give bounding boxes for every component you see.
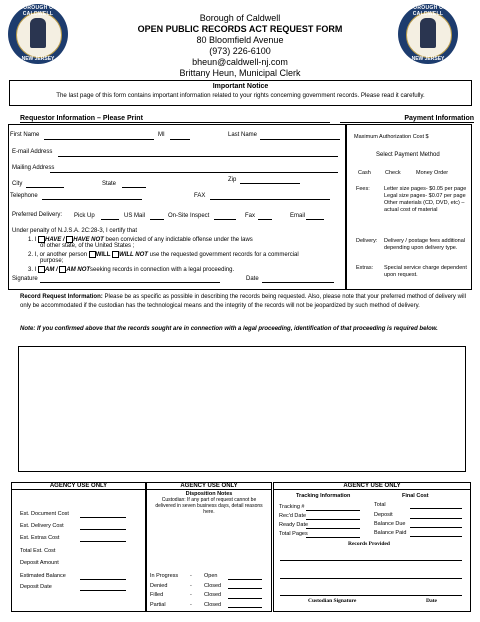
final-cost-title: Final Cost — [402, 493, 429, 499]
phone: (973) 226-6100 — [209, 46, 271, 56]
agency-title-3: AGENCY USE ONLY — [274, 483, 470, 490]
ready-date-label: Ready Date — [279, 522, 309, 528]
method-money-order[interactable]: Money Order — [416, 170, 449, 176]
agency-title-1: AGENCY USE ONLY — [12, 483, 145, 490]
records-provided-label: Records Provided — [348, 541, 390, 547]
status-list-left — [150, 572, 178, 610]
will-not-checkbox[interactable] — [112, 251, 119, 258]
fees-list: Letter size pages- $0.05 per page Legal size pages- $0.07 per page Other materials (CD, DVD, etc) – actual cost of material — [384, 186, 467, 213]
extras-label: Extras: — [356, 265, 374, 271]
custodian-date-label: Date — [426, 598, 437, 604]
city-field[interactable] — [26, 187, 64, 188]
extras-text: Special service charge dependent upon request. — [384, 265, 467, 278]
record-request-info: Record Request Information: Please be as specific as possible in describing the records being requested. Also, please note that your preferred method of delivery will only be accommodated if the custodian has the technological means and the integrity of the records will not be jeopardized by such method of delivery. — [20, 294, 466, 309]
balance-due-label: Balance Due — [374, 521, 406, 527]
will-checkbox[interactable] — [89, 251, 96, 258]
zip-label: Zip — [228, 177, 237, 183]
status-in-progress[interactable]: In Progress — [150, 573, 179, 579]
certification-1: 1. I HAVE / HAVE NOT been convicted of any indictable offense under the laws — [28, 237, 253, 244]
fees-label: Fees: — [356, 186, 370, 192]
seal-bottom-text: NEW JERSEY — [21, 56, 55, 62]
telephone-field[interactable] — [42, 199, 142, 200]
total-pages-field[interactable] — [306, 537, 360, 538]
final-deposit-label: Deposit — [374, 512, 393, 518]
records-provided-field[interactable] — [280, 560, 462, 561]
record-request-textarea[interactable] — [18, 346, 466, 472]
delivery-fee-label: Delivery: — [356, 238, 378, 244]
total-est-cost-label: Total Est. Cost — [20, 548, 56, 554]
first-name-field[interactable] — [44, 139, 154, 140]
have-checkbox[interactable] — [38, 236, 45, 243]
requestor-heading: Requestor Information – Please Print — [20, 115, 330, 123]
penalty-text: Under penalty of N.J.S.A. 2C:28-3, I certify that — [12, 228, 138, 234]
preferred-delivery-label: Preferred Delivery: — [12, 212, 63, 218]
email-label: E-mail Address — [12, 149, 53, 155]
est-document-cost-label: Est. Document Cost — [20, 511, 69, 517]
method-cash[interactable]: Cash — [358, 170, 371, 176]
ready-date-field[interactable] — [306, 528, 360, 529]
mi-field[interactable] — [170, 139, 190, 140]
status-list-right — [204, 572, 221, 610]
payment-heading: Payment Information — [340, 115, 474, 123]
delivery-option-fax[interactable]: Fax — [245, 213, 256, 219]
tracking-title: Tracking Information — [296, 493, 351, 499]
total-pages-label: Total Pages — [279, 531, 308, 537]
recd-date-label: Rec'd Date — [279, 513, 307, 519]
delivery-option-usmail[interactable]: US Mail — [124, 213, 146, 219]
zip-field[interactable] — [240, 183, 300, 184]
email-field[interactable] — [58, 156, 338, 157]
estimated-balance-field[interactable] — [80, 579, 126, 580]
balance-paid-label: Balance Paid — [374, 530, 407, 536]
address: 80 Bloomfield Avenue — [196, 35, 284, 45]
borough-seal-right: BOROUGH OF CALDWELL NEW JERSEY — [398, 4, 458, 64]
last-name-label: Last Name — [228, 132, 258, 138]
final-total-field[interactable] — [410, 508, 462, 509]
agency-title-2: AGENCY USE ONLY — [147, 483, 271, 490]
email: bheun@caldwell-nj.com — [192, 57, 288, 67]
status-open[interactable]: Open — [204, 573, 218, 579]
deposit-amount-label: Deposit Amount — [20, 560, 59, 566]
mailing-field[interactable] — [50, 172, 338, 173]
est-extras-cost-label: Est. Extras Cost — [20, 535, 60, 541]
balance-due-field[interactable] — [410, 527, 462, 528]
tracking-number-field[interactable] — [306, 510, 360, 511]
signature-label: Signature — [12, 276, 38, 282]
state-field[interactable] — [122, 187, 146, 188]
notice-box — [9, 80, 472, 106]
recd-date-field[interactable] — [306, 519, 360, 520]
final-total-label: Total — [374, 502, 386, 508]
clerk: Brittany Heun, Municipal Clerk — [179, 68, 301, 78]
select-method-label: Select Payment Method — [376, 152, 440, 158]
form-title: OPEN PUBLIC RECORDS ACT REQUEST FORM — [137, 24, 343, 34]
status-partial[interactable]: Partial — [150, 601, 166, 608]
mi-label: MI — [158, 132, 165, 138]
notice-title: Important Notice — [212, 83, 269, 90]
borough-name: Borough of Caldwell — [199, 13, 281, 23]
certification-2: 2. I, or another person WILL WILL NOT use the requested government records for a commercial — [28, 252, 299, 259]
est-extras-cost-field[interactable] — [80, 541, 126, 542]
signature-field[interactable] — [40, 282, 220, 283]
certification-3: 3. I AM / AM NOTseeking records in connection with a legal proceeding. — [28, 267, 235, 274]
delivery-option-pickup[interactable]: Pick Up — [74, 213, 95, 219]
delivery-option-email[interactable]: Email — [290, 213, 306, 219]
est-delivery-cost-label: Est. Delivery Cost — [20, 523, 64, 529]
date-field[interactable] — [262, 282, 334, 283]
seal-top-text: BOROUGH OF CALDWELL — [19, 5, 57, 17]
est-delivery-cost-field[interactable] — [80, 529, 126, 530]
status-denied[interactable]: Denied — [150, 582, 168, 589]
delivery-option-onsite[interactable]: On-Site Inspect — [168, 213, 210, 219]
est-document-cost-field[interactable] — [80, 517, 126, 518]
last-name-field[interactable] — [260, 139, 340, 140]
method-check[interactable]: Check — [385, 170, 401, 176]
record-request-note: Note: If you confirmed above that the records sought are in connection with a legal proceeding, identification of that proceeding is required below. — [20, 326, 438, 332]
deposit-date-field[interactable] — [80, 590, 126, 591]
disposition-text: Custodian: If any part of request cannot be delivered in seven business days, detail reasons here. — [155, 497, 263, 515]
status-closed[interactable]: Closed — [204, 592, 222, 598]
fax-label: FAX — [194, 193, 206, 199]
delivery-fee-text: Delivery / postage fees additional depending upon delivery type. — [384, 238, 466, 251]
mailing-label: Mailing Address — [12, 165, 55, 171]
date-label: Date — [246, 276, 259, 282]
custodian-signature-label: Custodian Signature — [308, 598, 357, 604]
deposit-date-label: Deposit Date — [20, 584, 52, 590]
borough-seal-left — [8, 4, 68, 64]
city-label: City — [12, 181, 23, 187]
agency-box-tracking — [273, 482, 471, 612]
tracking-number-label: Tracking # — [279, 504, 305, 510]
first-name-label: First Name — [10, 132, 40, 138]
custodian-signature-field[interactable] — [280, 595, 462, 596]
final-deposit-field[interactable] — [410, 518, 462, 519]
disposition-title: Disposition Notes — [185, 491, 233, 497]
max-cost-label: Maximum Authorization Cost $ — [354, 134, 429, 140]
status-closed[interactable]: Closed — [204, 582, 222, 589]
status-closed[interactable]: Closed — [204, 601, 222, 608]
status-filled[interactable]: Filled — [150, 592, 164, 598]
fax-field[interactable] — [210, 199, 330, 200]
notice-text: The last page of this form contains important information related to your rights concerning government records. Please read it carefully. — [56, 92, 425, 99]
telephone-label: Telephone — [10, 193, 38, 199]
balance-paid-field[interactable] — [410, 536, 462, 537]
am-checkbox[interactable] — [38, 266, 45, 273]
state-label: State — [102, 181, 117, 187]
estimated-balance-label: Estimated Balance — [20, 573, 66, 579]
agency-box-costs — [11, 482, 146, 612]
